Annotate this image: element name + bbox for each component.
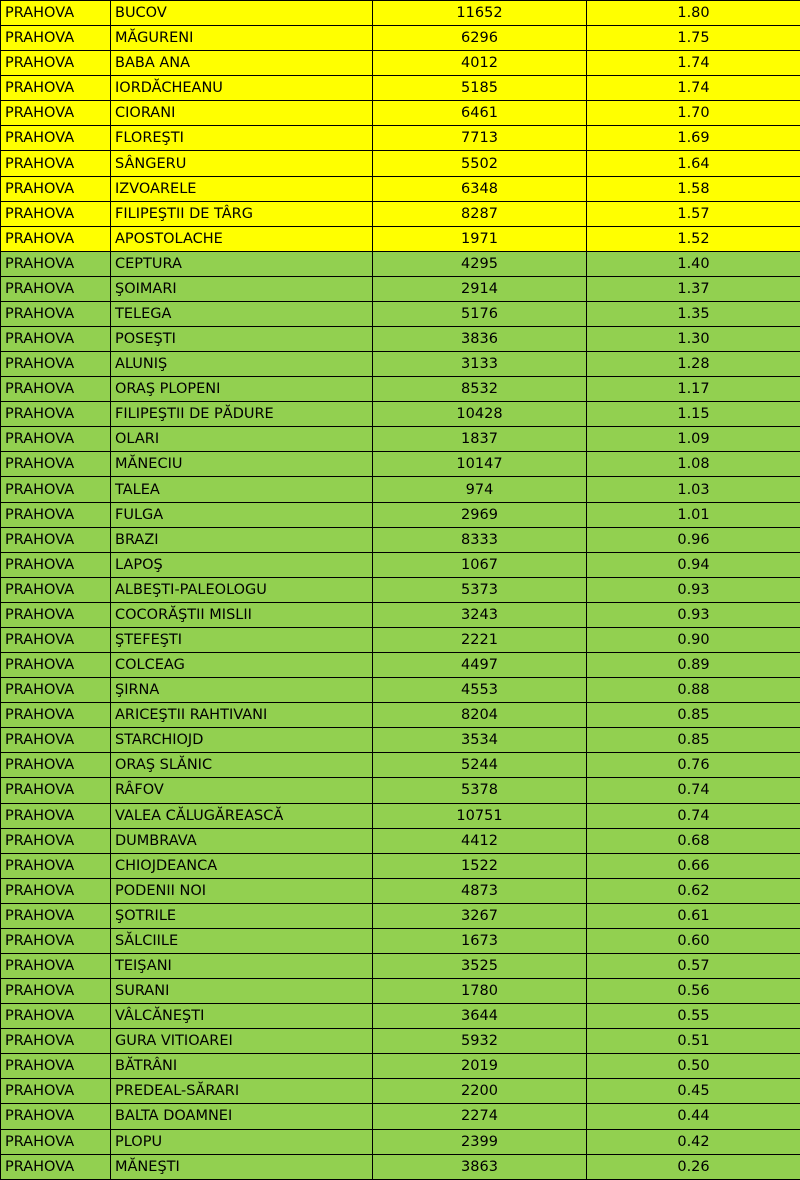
table-row <box>1 477 800 502</box>
county-cell[interactable]: PRAHOVA <box>1 753 111 778</box>
table-row <box>1 903 800 928</box>
locality-cell[interactable]: TEIŞANI <box>111 953 373 978</box>
locality-cell[interactable]: SĂLCIILE <box>111 928 373 953</box>
population-cell[interactable]: 974 <box>373 477 587 502</box>
locality-cell[interactable]: STARCHIOJD <box>111 728 373 753</box>
table-row <box>1 1104 800 1129</box>
locality-cell[interactable]: APOSTOLACHE <box>111 226 373 251</box>
value-cell[interactable]: 0.68 <box>587 828 800 853</box>
value-cell[interactable]: 0.26 <box>587 1154 800 1179</box>
locality-cell[interactable]: FULGA <box>111 502 373 527</box>
population-cell[interactable]: 4295 <box>373 251 587 276</box>
population-cell[interactable]: 1837 <box>373 427 587 452</box>
table-row <box>1 778 800 803</box>
county-cell[interactable]: PRAHOVA <box>1 327 111 352</box>
value-cell[interactable]: 0.85 <box>587 728 800 753</box>
table-row <box>1 101 800 126</box>
spreadsheet-body <box>1 1 800 1180</box>
county-cell[interactable]: PRAHOVA <box>1 627 111 652</box>
population-cell[interactable]: 8204 <box>373 703 587 728</box>
locality-cell[interactable]: DUMBRAVA <box>111 828 373 853</box>
value-cell[interactable]: 0.45 <box>587 1079 800 1104</box>
population-cell[interactable]: 4412 <box>373 828 587 853</box>
population-cell[interactable]: 4553 <box>373 678 587 703</box>
value-cell[interactable]: 0.76 <box>587 753 800 778</box>
county-cell[interactable]: PRAHOVA <box>1 301 111 326</box>
table-row <box>1 1029 800 1054</box>
value-cell[interactable]: 1.74 <box>587 51 800 76</box>
table-row <box>1 602 800 627</box>
locality-cell[interactable]: ALBEŞTI-PALEOLOGU <box>111 577 373 602</box>
county-cell[interactable]: PRAHOVA <box>1 1079 111 1104</box>
population-cell[interactable]: 3836 <box>373 327 587 352</box>
locality-cell[interactable]: GURA VITIOAREI <box>111 1029 373 1054</box>
value-cell[interactable]: 0.56 <box>587 979 800 1004</box>
population-cell[interactable]: 1780 <box>373 979 587 1004</box>
locality-cell[interactable]: PODENII NOI <box>111 878 373 903</box>
population-cell[interactable]: 5378 <box>373 778 587 803</box>
table-row <box>1 627 800 652</box>
table-row <box>1 276 800 301</box>
value-cell[interactable]: 1.80 <box>587 1 800 26</box>
county-cell[interactable]: PRAHOVA <box>1 853 111 878</box>
county-cell[interactable]: PRAHOVA <box>1 126 111 151</box>
county-cell[interactable]: PRAHOVA <box>1 276 111 301</box>
population-cell[interactable]: 10751 <box>373 803 587 828</box>
locality-cell[interactable]: FLOREŞTI <box>111 126 373 151</box>
locality-cell[interactable]: COCORĂŞTII MISLII <box>111 602 373 627</box>
value-cell[interactable]: 1.01 <box>587 502 800 527</box>
county-cell[interactable]: PRAHOVA <box>1 803 111 828</box>
value-cell[interactable]: 1.28 <box>587 352 800 377</box>
value-cell[interactable]: 0.89 <box>587 653 800 678</box>
county-cell[interactable]: PRAHOVA <box>1 201 111 226</box>
population-cell[interactable]: 3243 <box>373 602 587 627</box>
locality-cell[interactable]: PREDEAL-SĂRARI <box>111 1079 373 1104</box>
population-cell[interactable]: 1673 <box>373 928 587 953</box>
table-row <box>1 402 800 427</box>
table-row <box>1 452 800 477</box>
county-cell[interactable]: PRAHOVA <box>1 452 111 477</box>
population-cell[interactable]: 3644 <box>373 1004 587 1029</box>
locality-cell[interactable]: ŞOIMARI <box>111 276 373 301</box>
table-row <box>1 251 800 276</box>
value-cell[interactable]: 0.88 <box>587 678 800 703</box>
population-cell[interactable]: 6296 <box>373 26 587 51</box>
county-cell[interactable]: PRAHOVA <box>1 552 111 577</box>
value-cell[interactable]: 0.94 <box>587 552 800 577</box>
value-cell[interactable]: 0.93 <box>587 577 800 602</box>
county-cell[interactable]: PRAHOVA <box>1 151 111 176</box>
table-row <box>1 853 800 878</box>
table-row <box>1 1 800 26</box>
county-cell[interactable]: PRAHOVA <box>1 953 111 978</box>
value-cell[interactable]: 1.57 <box>587 201 800 226</box>
population-cell[interactable]: 2019 <box>373 1054 587 1079</box>
value-cell[interactable]: 0.74 <box>587 778 800 803</box>
table-row <box>1 26 800 51</box>
population-cell[interactable]: 5176 <box>373 301 587 326</box>
county-cell[interactable]: PRAHOVA <box>1 502 111 527</box>
population-cell[interactable]: 10428 <box>373 402 587 427</box>
value-cell[interactable]: 1.64 <box>587 151 800 176</box>
value-cell[interactable]: 1.08 <box>587 452 800 477</box>
value-cell[interactable]: 1.69 <box>587 126 800 151</box>
locality-cell[interactable]: SÂNGERU <box>111 151 373 176</box>
population-cell[interactable]: 4012 <box>373 51 587 76</box>
county-cell[interactable]: PRAHOVA <box>1 427 111 452</box>
population-cell[interactable]: 6348 <box>373 176 587 201</box>
locality-cell[interactable]: ALUNIŞ <box>111 352 373 377</box>
county-cell[interactable]: PRAHOVA <box>1 1129 111 1154</box>
county-cell[interactable]: PRAHOVA <box>1 928 111 953</box>
table-row <box>1 327 800 352</box>
population-cell[interactable]: 4497 <box>373 653 587 678</box>
table-row <box>1 427 800 452</box>
table-row <box>1 76 800 101</box>
value-cell[interactable]: 1.09 <box>587 427 800 452</box>
table-row <box>1 1079 800 1104</box>
county-cell[interactable]: PRAHOVA <box>1 728 111 753</box>
table-row <box>1 577 800 602</box>
value-cell[interactable]: 1.15 <box>587 402 800 427</box>
county-cell[interactable]: PRAHOVA <box>1 76 111 101</box>
county-cell[interactable]: PRAHOVA <box>1 878 111 903</box>
locality-cell[interactable]: ŞOTRILE <box>111 903 373 928</box>
population-cell[interactable]: 2221 <box>373 627 587 652</box>
value-cell[interactable]: 0.55 <box>587 1004 800 1029</box>
population-cell[interactable]: 3863 <box>373 1154 587 1179</box>
table-row <box>1 1129 800 1154</box>
population-cell[interactable]: 3133 <box>373 352 587 377</box>
locality-cell[interactable]: MĂGURENI <box>111 26 373 51</box>
county-cell[interactable]: PRAHOVA <box>1 703 111 728</box>
population-cell[interactable]: 10147 <box>373 452 587 477</box>
population-cell[interactable]: 5244 <box>373 753 587 778</box>
locality-cell[interactable]: BRAZI <box>111 527 373 552</box>
value-cell[interactable]: 0.51 <box>587 1029 800 1054</box>
locality-cell[interactable]: SURANI <box>111 979 373 1004</box>
locality-cell[interactable]: ORAŞ SLĂNIC <box>111 753 373 778</box>
value-cell[interactable]: 1.52 <box>587 226 800 251</box>
county-cell[interactable]: PRAHOVA <box>1 903 111 928</box>
table-row <box>1 352 800 377</box>
county-cell[interactable]: PRAHOVA <box>1 828 111 853</box>
locality-cell[interactable]: VÂLCĂNEŞTI <box>111 1004 373 1029</box>
population-cell[interactable]: 8532 <box>373 377 587 402</box>
county-cell[interactable]: PRAHOVA <box>1 1029 111 1054</box>
table-row <box>1 753 800 778</box>
value-cell[interactable]: 1.40 <box>587 251 800 276</box>
locality-cell[interactable]: CHIOJDEANCA <box>111 853 373 878</box>
locality-cell[interactable]: POSEŞTI <box>111 327 373 352</box>
table-row <box>1 176 800 201</box>
table-row <box>1 1054 800 1079</box>
county-cell[interactable]: PRAHOVA <box>1 979 111 1004</box>
locality-cell[interactable]: BALTA DOAMNEI <box>111 1104 373 1129</box>
value-cell[interactable]: 0.93 <box>587 602 800 627</box>
locality-cell[interactable]: LAPOŞ <box>111 552 373 577</box>
locality-cell[interactable]: IZVOARELE <box>111 176 373 201</box>
county-cell[interactable]: PRAHOVA <box>1 653 111 678</box>
locality-cell[interactable]: CIORANI <box>111 101 373 126</box>
value-cell[interactable]: 1.37 <box>587 276 800 301</box>
table-row <box>1 878 800 903</box>
population-cell[interactable]: 3534 <box>373 728 587 753</box>
table-row <box>1 51 800 76</box>
population-cell[interactable]: 8333 <box>373 527 587 552</box>
value-cell[interactable]: 0.42 <box>587 1129 800 1154</box>
value-cell[interactable]: 1.03 <box>587 477 800 502</box>
value-cell[interactable]: 1.17 <box>587 377 800 402</box>
value-cell[interactable]: 0.66 <box>587 853 800 878</box>
population-cell[interactable]: 1522 <box>373 853 587 878</box>
locality-cell[interactable]: COLCEAG <box>111 653 373 678</box>
locality-cell[interactable]: FILIPEŞTII DE PĂDURE <box>111 402 373 427</box>
population-cell[interactable]: 11652 <box>373 1 587 26</box>
population-cell[interactable]: 5185 <box>373 76 587 101</box>
locality-cell[interactable]: MĂNEŞTI <box>111 1154 373 1179</box>
population-cell[interactable]: 1971 <box>373 226 587 251</box>
population-cell[interactable]: 2274 <box>373 1104 587 1129</box>
value-cell[interactable]: 1.75 <box>587 26 800 51</box>
value-cell[interactable]: 1.58 <box>587 176 800 201</box>
table-row <box>1 201 800 226</box>
table-row <box>1 703 800 728</box>
county-cell[interactable]: PRAHOVA <box>1 778 111 803</box>
county-cell[interactable]: PRAHOVA <box>1 226 111 251</box>
population-cell[interactable]: 6461 <box>373 101 587 126</box>
county-cell[interactable]: PRAHOVA <box>1 176 111 201</box>
value-cell[interactable]: 0.44 <box>587 1104 800 1129</box>
county-cell[interactable]: PRAHOVA <box>1 51 111 76</box>
locality-cell[interactable]: MĂNECIU <box>111 452 373 477</box>
value-cell[interactable]: 0.62 <box>587 878 800 903</box>
county-cell[interactable]: PRAHOVA <box>1 101 111 126</box>
population-cell[interactable]: 2969 <box>373 502 587 527</box>
table-row <box>1 502 800 527</box>
population-cell[interactable]: 3267 <box>373 903 587 928</box>
table-row <box>1 803 800 828</box>
value-cell[interactable]: 0.74 <box>587 803 800 828</box>
locality-cell[interactable]: TALEA <box>111 477 373 502</box>
county-cell[interactable]: PRAHOVA <box>1 1004 111 1029</box>
locality-cell[interactable]: CEPTURA <box>111 251 373 276</box>
locality-cell[interactable]: ARICEŞTII RAHTIVANI <box>111 703 373 728</box>
population-cell[interactable]: 3525 <box>373 953 587 978</box>
locality-cell[interactable]: BUCOV <box>111 1 373 26</box>
population-cell[interactable]: 1067 <box>373 552 587 577</box>
table-row <box>1 1004 800 1029</box>
value-cell[interactable]: 0.90 <box>587 627 800 652</box>
locality-cell[interactable]: PLOPU <box>111 1129 373 1154</box>
table-row <box>1 151 800 176</box>
table-row <box>1 552 800 577</box>
table-row <box>1 728 800 753</box>
county-cell[interactable]: PRAHOVA <box>1 577 111 602</box>
table-row <box>1 377 800 402</box>
locality-cell[interactable]: TELEGA <box>111 301 373 326</box>
county-cell[interactable]: PRAHOVA <box>1 1 111 26</box>
county-cell[interactable]: PRAHOVA <box>1 1154 111 1179</box>
county-cell[interactable]: PRAHOVA <box>1 1054 111 1079</box>
population-cell[interactable]: 4873 <box>373 878 587 903</box>
county-cell[interactable]: PRAHOVA <box>1 377 111 402</box>
population-cell[interactable]: 5502 <box>373 151 587 176</box>
population-cell[interactable]: 5932 <box>373 1029 587 1054</box>
value-cell[interactable]: 0.61 <box>587 903 800 928</box>
value-cell[interactable]: 0.85 <box>587 703 800 728</box>
table-row <box>1 301 800 326</box>
county-cell[interactable]: PRAHOVA <box>1 602 111 627</box>
table-row <box>1 828 800 853</box>
table-row <box>1 527 800 552</box>
value-cell[interactable]: 1.30 <box>587 327 800 352</box>
locality-cell[interactable]: ŞIRNA <box>111 678 373 703</box>
value-cell[interactable]: 0.50 <box>587 1054 800 1079</box>
county-cell[interactable]: PRAHOVA <box>1 402 111 427</box>
population-cell[interactable]: 2914 <box>373 276 587 301</box>
county-cell[interactable]: PRAHOVA <box>1 352 111 377</box>
value-cell[interactable]: 0.57 <box>587 953 800 978</box>
value-cell[interactable]: 0.60 <box>587 928 800 953</box>
county-cell[interactable]: PRAHOVA <box>1 477 111 502</box>
population-cell[interactable]: 2399 <box>373 1129 587 1154</box>
population-cell[interactable]: 5373 <box>373 577 587 602</box>
county-cell[interactable]: PRAHOVA <box>1 1104 111 1129</box>
table-row <box>1 953 800 978</box>
population-cell[interactable]: 7713 <box>373 126 587 151</box>
locality-cell[interactable]: VALEA CĂLUGĂREASCĂ <box>111 803 373 828</box>
table-row <box>1 126 800 151</box>
value-cell[interactable]: 1.35 <box>587 301 800 326</box>
table-row <box>1 928 800 953</box>
value-cell[interactable]: 1.74 <box>587 76 800 101</box>
locality-cell[interactable]: ŞTEFEŞTI <box>111 627 373 652</box>
locality-cell[interactable]: RÂFOV <box>111 778 373 803</box>
locality-cell[interactable]: BABA ANA <box>111 51 373 76</box>
locality-cell[interactable]: IORDĂCHEANU <box>111 76 373 101</box>
population-cell[interactable]: 2200 <box>373 1079 587 1104</box>
county-cell[interactable]: PRAHOVA <box>1 527 111 552</box>
table-row <box>1 226 800 251</box>
locality-cell[interactable]: FILIPEŞTII DE TÂRG <box>111 201 373 226</box>
county-cell[interactable]: PRAHOVA <box>1 26 111 51</box>
population-cell[interactable]: 8287 <box>373 201 587 226</box>
locality-cell[interactable]: OLARI <box>111 427 373 452</box>
locality-cell[interactable]: ORAŞ PLOPENI <box>111 377 373 402</box>
table-row <box>1 678 800 703</box>
table-row <box>1 1154 800 1179</box>
value-cell[interactable]: 0.96 <box>587 527 800 552</box>
locality-cell[interactable]: BĂTRÂNI <box>111 1054 373 1079</box>
value-cell[interactable]: 1.70 <box>587 101 800 126</box>
table-row <box>1 653 800 678</box>
county-cell[interactable]: PRAHOVA <box>1 678 111 703</box>
county-cell[interactable]: PRAHOVA <box>1 251 111 276</box>
table-row <box>1 979 800 1004</box>
